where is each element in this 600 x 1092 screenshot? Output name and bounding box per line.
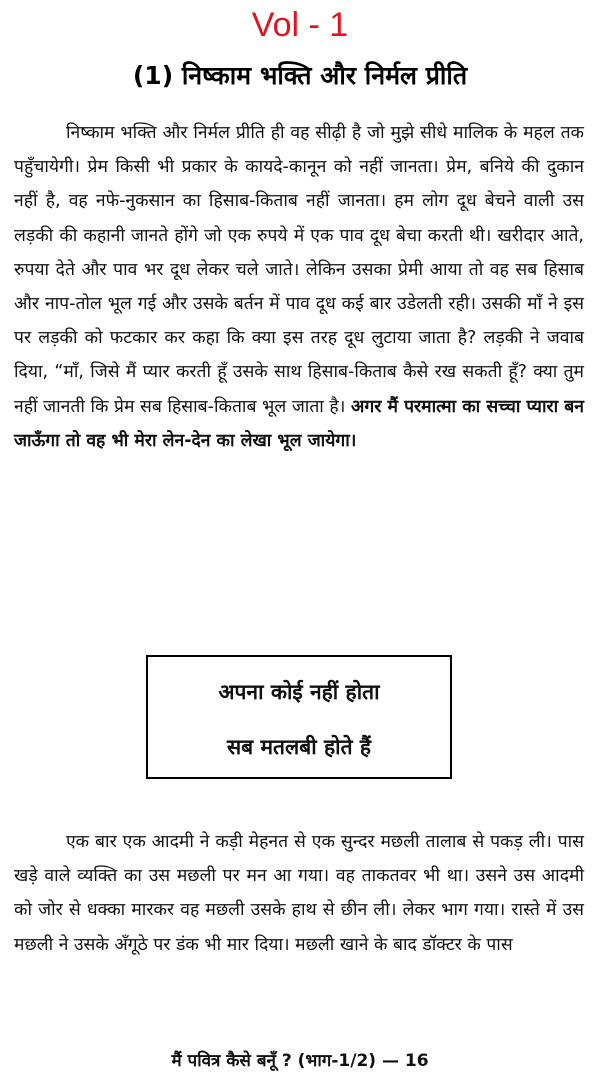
paragraph-1-body: निष्काम भक्ति और निर्मल प्रीति ही वह सीढ़ी है जो मुझे सीधे मालिक के महल तक पहुँचायेगी। प्रेम किसी भी प्रकार के कायदे-कानून को नहीं जानता। प्रेम, बनिये की दुकान नहीं है, वह नफे-नुकसान का हिसाब-किताब नहीं जानता। हम लोग दूध बेचने वाली उस लड़की की कहानी जानते होंगे जो एक रुपये में एक पाव दूध बेचा करती थी। खरीदार आते, रुपया देते और पाव भर दूध लेकर चले जाते। लेकिन उसका प्रेमी आया तो वह सब हिसाब और नाप-तोल भूल गई और उसके बर्तन में पाव दूध कई बार उडेलती रही। उसकी माँ ने इस पर लड़की को फटकार कर कहा कि क्या इस तरह दूध लुटाया जाता है? लड़की ने जवाब दिया, “माँ, जिसे मैं प्यार करती हूँ उसके साथ हिसाब-किताब कैसे रख सकती हूँ? क्या तुम नहीं जानती कि प्रेम सब हिसाब-किताब भूल जाता है। [14, 123, 584, 417]
paragraph-2 [14, 825, 584, 962]
paragraph-2-text: एक बार एक आदमी ने कड़ी मेहनत से एक सुन्दर मछली तालाब से पकड़ ली। पास खड़े वाले व्यक्ति का उस मछली पर मन आ गया। वह ताकतवर भी था। उसने उस आदमी को जोर से धक्का मारकर वह मछली उसके हाथ से छीन ली। लेकर भाग गया। रास्ते में उस मछली ने उसके अँगूठे पर डंक भी मार दिया। मछली खाने के बाद डॉक्टर के पास [14, 832, 584, 955]
chapter-title: (1) निष्काम भक्ति और निर्मल प्रीति [132, 61, 468, 90]
quote-line-1: अपना कोई नहीं होता [218, 680, 380, 704]
volume-label: Vol - 1 [251, 6, 349, 44]
page-footer: मैं पवित्र कैसे बनूँ ? (भाग-1/2) — 16 [171, 1051, 429, 1071]
paragraph-1 [14, 116, 584, 458]
quote-line-2: सब मतलबी होते हैं [226, 735, 372, 759]
quote-box [146, 655, 452, 779]
paragraph-1-text [14, 116, 584, 458]
paragraph-1-bold: अगर मैं परमात्मा का सच्चा प्यारा बन जाऊँगा तो वह भी मेरा लेन-देन का लेखा भूल जायेगा। [14, 396, 584, 451]
